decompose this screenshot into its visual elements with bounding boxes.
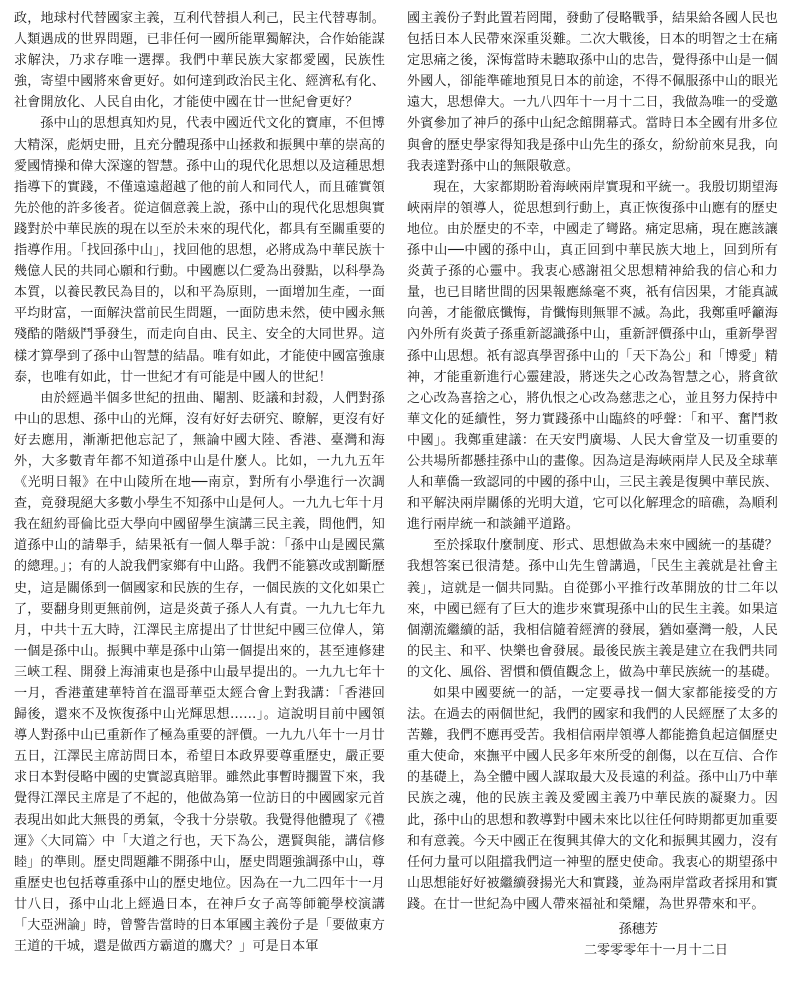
left-paragraph-1: 政，地球村代替國家主義，互利代替損人利己，民主代替專制。人類遇成的世界問題，已非任何一國所能單獨解決，合作始能謀求解決，乃求存唯一選擇。我們中華民族大家都愛國，民族性強，寄望中國將來會更好。如何達到政治民主化、經濟私有化、社會開放化、人民自由化，才能使中國在廿一世紀會更好？ xyxy=(14,11,385,111)
left-paragraph-2: 孫中山的思想真知灼見，代表中國近代文化的寶庫，不但博大精深，彪炳史冊，且充分體現孫中山拯救和振興中華的崇高的愛國情操和偉大深邃的智慧。孫中山的現代化思想以及這種思想指導下的實踐，不僅遠遠超越了他的前人和同代人，而且確實領先於他的許多後者。從這個意義上說，孫中山的現代化思想與實踐對於中華民族的現在以至於未來的現代化，都具有至關重要的指導作用。「找回孫中山」，找回他的思想，必將成為中華民族十幾億人民的共同心願和行動。中國應以仁愛為出發點，以科學為本質，以養民教民為目的，以和平為原則，一面增加生產，一面平均財富，一面解決當前民生問題，一面防患未然，使中國永無殘酷的階級鬥爭發生，而走向自由、民主、安全的大同世界。這樣才算學到了孫中山智慧的結晶。唯有如此，才能使中國富強康泰，也唯有如此，廿一世紀才有可能是中國人的世紀！ xyxy=(14,116,385,385)
signature-name: 孫穗芳 xyxy=(618,922,658,938)
signature-date: 二零零零年十一月十二日 xyxy=(583,943,728,959)
left-paragraph-3: 由於經過半個多世紀的扭曲、閹割、貶議和封殺，人們對孫中山的思想、孫中山的光輝，沒有好好去研究、瞭解，更沒有好好去應用，漸漸把他忘記了，無論中國大陸、香港、臺灣和海外，大多數青年都不知道孫中山是什麼人。比如，一九九五年《光明日報》在中山陵所在地──南京，對所有小學進行一次調查，竟發現絕大多數小學生不知孫中山是何人。一九九七年十月我在紐約哥倫比亞大學向中國留學生演講三民主義，問他們，知道孫中山的請舉手，結果祇有一個人舉手說：「孫中山是國民黨的總理。」；有的人說我們家鄉有中山路。我們不能篡改或割斷歷史，這是關係到一個國家和民族的生存，一個民族的文化如果亡了，要翻身則更無前例，這是炎黃子孫人人有責。一九九七年九月，中共十五大時，江澤民主席提出了廿世紀中國三位偉人，第一個是孫中山。振興中華是孫中山第一個提出來的，甚至連修建三峽工程、開發上海浦東也是孫中山最早提出的。一九九七年十一月，香港董建華特首在溫哥華亞太經合會上對我講：「香港回歸後，還來不及恢復孫中山光輝思想……」。這說明目前中國領導人對孫中山已重新作了極為重要的評價。一九九八年十一月廿五日，江澤民主席訪問日本，希望日本政界要尊重歷史，嚴正要求日本對侵略中國的史實認真賠罪。雖然此事暫時擱置下來，我覺得江澤民主席是了不起的，他做為第一位訪日的中國國家元首表現出如此大無畏的勇氣，令我十分崇敬。我覺得他體現了《禮運》〈大同篇〉中「大道之行也，天下為公，選賢與能，講信修睦」的準則。歷史問題離不開孫中山，歷史問題強調孫中山，尊重歷史也包括尊重孫中山的歷史地位。因為在一九二四年十一月廿八日，孫中山北上經過日本，在神戶女子高等師範學校演講「大亞洲論」時，曾警告當時的日本軍國主義份子是「要做東方王道的干城，還是做西方霸道的鷹犬？」可是日本軍 xyxy=(14,390,385,955)
left-column xyxy=(14,8,385,1000)
right-paragraph-2: 現在，大家都期盼着海峽兩岸實現和平統一。我殷切期望海峽兩岸的領導人，從思想到行動上，真正恢復孫中山應有的歷史地位。由於歷史的不幸，中國走了彎路。痛定思痛，現在應該讓孫中山──中國的孫中山，真正回到中華民族大地上，回到所有炎黃子孫的心靈中。我衷心感謝祖父思想精神給我的信心和力量，也已目睹世間的因果報應絲毫不爽，祇有信因果，才能真誠向善，才能徹底懺悔，肯懺悔則無罪不滅。為此，我鄭重呼籲海內外所有炎黃子孫重新認識孫中山，重新評價孫中山，重新學習孫中山思想。祇有認真學習孫中山的「天下為公」和「博愛」精神，才能重新進行心靈建設，將迷失之心改為智慧之心，將貪欲之心改為喜捨之心，將仇恨之心改為慈悲之心，並且努力保持中華文化的延續性，努力實踐孫中山臨終的呼聲：「和平、奮鬥救中國」。我鄭重建議：在天安門廣場、人民大會堂及一切重要的公共場所都懸挂孫中山的畫像。因為這是海峽兩岸人民及全球華人和華僑一致認同的中國的孫中山，三民主義是復興中華民族、和平解決兩岸關係的光明大道，它可以化解理念的暗礁，為順利進行兩岸統一和談鋪平道路。 xyxy=(407,179,778,533)
right-column xyxy=(407,8,778,1000)
right-paragraph-4: 如果中國要統一的話，一定要尋找一個大家都能接受的方法。在過去的兩個世紀，我們的國家和我們的人民經歷了太多的苦難，我們不應再受苦。我相信兩岸領導人都能擔負起這個歷史重大使命，來撫平中國人民多年來所受的創傷，以在互信、合作的基礎上，為全體中國人謀取最大及長遠的利益。孫中山乃中華民族之魂，他的民族主義及愛國主義乃中華民族的凝聚力。因此，孫中山的思想和教導對中國未來比以往任何時期都更加重要和有意義。今天中國正在復興其偉大的文化和振興其國力，沒有任何力量可以阻擋我們這一神聖的歷史使命。我衷心的期望孫中山思想能好好被繼續發揚光大和實踐，並為兩岸當政者採用和實踐。在廿一世紀為中國人帶來福祉和榮耀，為世界帶來和平。 xyxy=(407,686,778,912)
right-paragraph-3: 至於採取什麼制度、形式、思想做為未來中國統一的基礎？我想答案已很清楚。孫中山先生曾講過，「民生主義就是社會主義」，這就是一個共同點。自從鄧小平推行改革開放的廿二年以來，中國已經有了巨大的進步來實現孫中山的民生主義。如果這個潮流繼續的話，我相信隨着經濟的發展，猶如臺灣一般，人民的民主、和平、快樂也會發展。最後民族主義是建立在我們共同的文化、風俗、習慣和價值觀念上，做為中華民族統一的基礎。 xyxy=(407,538,778,680)
right-paragraph-1: 國主義份子對此置若罔聞，發動了侵略戰爭，結果給各國人民也包括日本人民帶來深重災難。二次大戰後，日本的明智之士在痛定思痛之後，深悔當時未聽取孫中山的忠告，覺得孫中山是一個外國人，卻能準確地預見日本的前途，不得不佩服孫中山的眼光遠大，思想偉大。一九八四年十一月十二日，我做為唯一的受邀外賓參加了神戶的孫中山紀念館開幕式。當時日本全國有卅多位與會的歷史學家得知我是孫中山先生的孫女，紛紛前來見我，向我表達對孫中山的無限敬意。 xyxy=(407,11,778,174)
